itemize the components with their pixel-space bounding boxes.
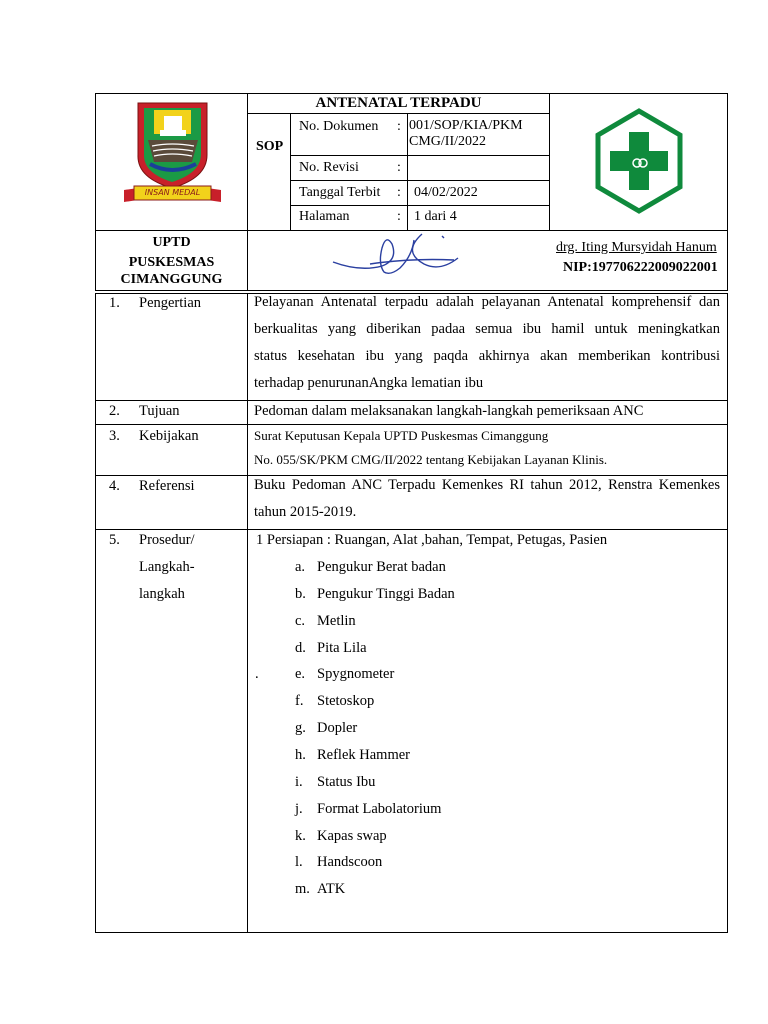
procedure-heading: 1 Persiapan : Ruangan, Alat ,bahan, Tempat, Petugas, Pasien <box>256 532 608 548</box>
signature-graphic <box>330 228 470 278</box>
procedure-item-text: Metlin <box>317 613 356 629</box>
meta-value-page: 1 dari 4 <box>414 209 457 224</box>
meta-value-issue-date: 04/02/2022 <box>414 185 478 200</box>
body-line: tahun 2015-2019. <box>254 504 357 520</box>
procedure-item-text: Pita Lila <box>317 640 367 656</box>
section-body-pengertian <box>254 289 720 397</box>
meta-label-revision: No. Revisi <box>299 160 359 175</box>
procedure-item-letter: k. <box>295 828 306 844</box>
body-line: Buku Pedoman ANC Terpadu Kemenkes RI tahun 2012, Renstra Kemenkes <box>254 477 720 493</box>
logo-banner-text: INSAN MEDAL <box>144 188 201 197</box>
procedure-item-text: Handscoon <box>317 854 383 870</box>
document-title: ANTENATAL TERPADU <box>315 95 482 111</box>
sop-label: SOP <box>256 139 284 154</box>
body-line: status kesehatan ibu yang paqda akhirnya akan memberikan kontribusi <box>254 348 720 364</box>
section-label: Kebijakan <box>139 428 199 444</box>
procedure-item-letter: a. <box>295 559 306 575</box>
section-label: Tujuan <box>139 403 180 419</box>
procedure-item-letter: e. <box>295 666 306 682</box>
meta-value-doc-number: 001/SOP/KIA/PKM CMG/II/2022 <box>409 118 523 149</box>
procedure-item-letter: i. <box>295 774 303 790</box>
body-line: Pelayanan Antenatal terpadu adalah pelayanan Antenatal komprehensif dan <box>254 294 720 310</box>
procedure-item-text: Kapas swap <box>317 828 387 844</box>
section-number: 1. <box>109 295 120 311</box>
procedure-item-letter: d. <box>295 640 306 656</box>
health-cross-logo <box>594 108 684 214</box>
body-line: terhadap penurunanAngka lematian ibu <box>254 375 484 391</box>
procedure-item-letter: g. <box>295 720 306 736</box>
procedure-item-letter: c. <box>295 613 306 629</box>
section-body-referensi <box>254 472 720 526</box>
section-body-tujuan: Pedoman dalam melaksanakan langkah-langkah pemeriksaan ANC <box>254 403 644 419</box>
procedure-item-text: Status Ibu <box>317 774 376 790</box>
procedure-item-text: Spygnometer <box>317 666 395 682</box>
procedure-item-text: Dopler <box>317 720 358 736</box>
meta-sep: : <box>397 209 401 224</box>
meta-sep: : <box>397 185 401 200</box>
meta-sep: : <box>397 160 401 175</box>
procedure-item-letter: b. <box>295 586 306 602</box>
org-name-line2: PUSKESMAS <box>128 255 215 270</box>
procedure-item-text: Reflek Hammer <box>317 747 411 763</box>
org-name-line1: UPTD <box>152 235 191 250</box>
section-number: 3. <box>109 428 120 444</box>
section-label-line: Langkah- <box>139 559 195 575</box>
section-body-kebijakan-line1: Surat Keputusan Kepala UPTD Puskesmas Cimanggung <box>254 428 549 443</box>
procedure-item-letter: m. <box>295 881 310 897</box>
procedure-item-letter: j. <box>295 801 303 817</box>
section-label: Referensi <box>139 478 195 494</box>
signer-name: drg. Iting Mursyidah Hanum <box>556 240 717 255</box>
procedure-item-letter: l. <box>295 854 303 870</box>
meta-label-doc-number: No. Dokumen <box>299 119 379 134</box>
section-label: Pengertian <box>139 295 202 311</box>
section-body-kebijakan-line2: No. 055/SK/PKM CMG/II/2022 tentang Kebijakan Layanan Klinis. <box>254 452 608 467</box>
meta-label-page: Halaman <box>299 209 350 224</box>
section-label-line: Prosedur/ <box>139 532 195 548</box>
procedure-item-text: Pengukur Tinggi Badan <box>317 586 455 602</box>
procedure-item-letter: f. <box>295 693 304 709</box>
procedure-item-letter: h. <box>295 747 306 763</box>
signer-nip: NIP:197706222009022001 <box>563 260 718 275</box>
meta-label-issue-date: Tanggal Terbit <box>299 185 381 200</box>
regional-emblem-logo <box>120 100 225 210</box>
section-number: 2. <box>109 403 120 419</box>
procedure-item-text: Format Labolatorium <box>317 801 442 817</box>
procedure-item-text: ATK <box>317 881 346 897</box>
section-label-line: langkah <box>139 586 185 602</box>
section-number: 4. <box>109 478 120 494</box>
body-line: berkualitas yang diberikan padaa semua ibu hamil untuk meningkatkan <box>254 321 720 337</box>
procedure-item-text: Pengukur Berat badan <box>317 559 446 575</box>
org-name-line3: CIMANGGUNG <box>120 272 223 287</box>
stray-mark: . <box>255 666 259 682</box>
meta-sep: : <box>397 119 401 134</box>
section-number: 5. <box>109 532 120 548</box>
procedure-item-text: Stetoskop <box>317 693 375 709</box>
